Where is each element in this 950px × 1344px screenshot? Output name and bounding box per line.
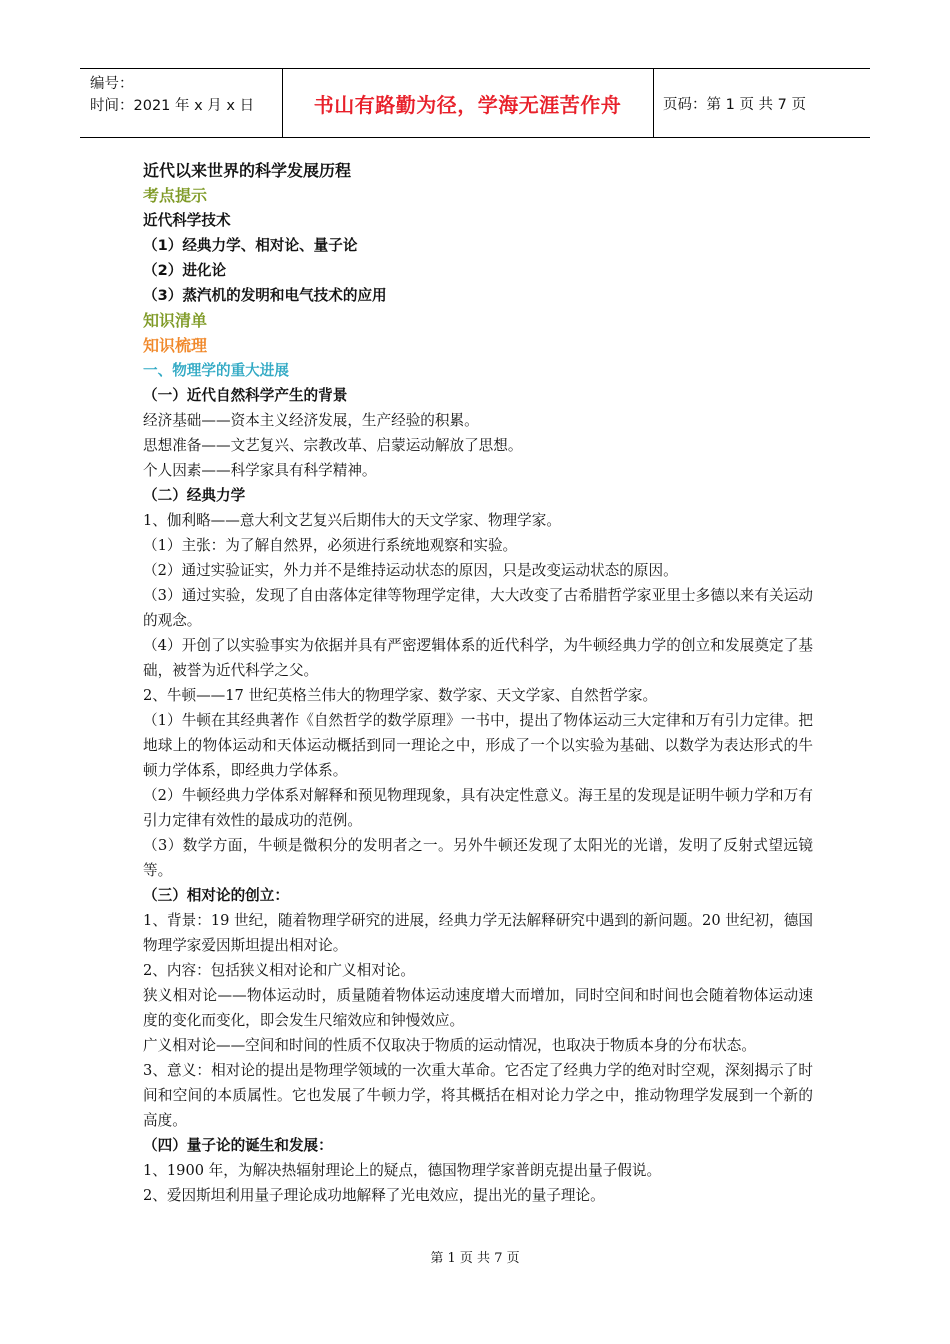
paragraph: 1、背景：19 世纪，随着物理学研究的进展，经典力学无法解释研究中遇到的新问题。20 世纪初，德国物理学家爱因斯坦提出相对论。 (143, 912, 813, 954)
page-footer: 第 1 页 共 7 页 (430, 1251, 520, 1266)
paragraph: 广义相对论——空间和时间的性质不仅取决于物质的运动情况，也取决于物质本身的分布状态。 (143, 1037, 756, 1054)
number-label: 编号： (90, 76, 134, 92)
paragraph: （3）数学方面，牛顿是微积分的发明者之一。另外牛顿还发现了太阳光的光谱，发明了反射式望远镜等。 (143, 837, 813, 879)
motto: 书山有路勤为径，学海无涯苦作舟 (313, 92, 622, 117)
exam-tips-heading: 考点提示 (143, 186, 208, 205)
paragraph: 2、牛顿——17 世纪英格兰伟大的物理学家、数学家、天文学家、自然哲学家。 (143, 687, 658, 704)
paragraph: 1、伽利略——意大利文艺复兴后期伟大的天文学家、物理学家。 (143, 512, 561, 529)
knowledge-list-heading: 知识清单 (143, 311, 208, 330)
topic-heading: 近代科学技术 (143, 212, 231, 229)
header-divider (653, 69, 654, 137)
paragraph: （3）通过实验，发现了自由落体定律等物理学定律，大大改变了古希腊哲学家亚里士多德以来有关运动的观念。 (143, 587, 813, 629)
topic-item: （1）经典力学、相对论、量子论 (143, 237, 358, 254)
page-info: 页码：第 1 页 共 7 页 (663, 96, 806, 113)
paragraph: 3、意义：相对论的提出是物理学领域的一次重大革命。它否定了经典力学的绝对时空观，深刻揭示了时间和空间的本质属性。它也发展了牛顿力学，将其概括在相对论力学之中，推动物理学发展到一个新的高度。 (143, 1062, 813, 1129)
paragraph: 狭义相对论——物体运动时，质量随着物体运动速度增大而增加，同时空间和时间也会随着物体运动速度的变化而变化，即会发生尺缩效应和钟慢效应。 (143, 987, 813, 1029)
header-meta (90, 73, 254, 117)
paragraph: 2、内容：包括狭义相对论和广义相对论。 (143, 962, 415, 979)
knowledge-review-heading: 知识梳理 (143, 336, 208, 355)
document-header (80, 68, 870, 138)
paragraph: （2）通过实验证实，外力并不是维持运动状态的原因，只是改变运动状态的原因。 (143, 562, 678, 579)
paragraph: 个人因素——科学家具有科学精神。 (143, 462, 377, 479)
topic-item: （3）蒸汽机的发明和电气技术的应用 (143, 287, 387, 304)
document-body (143, 158, 813, 1208)
document-title: 近代以来世界的科学发展历程 (143, 161, 352, 180)
paragraph: 1、1900 年，为解决热辐射理论上的疑点，德国物理学家普朗克提出量子假说。 (143, 1162, 662, 1179)
subsection-heading: （二）经典力学 (143, 487, 246, 504)
paragraph: 思想准备——文艺复兴、宗教改革、启蒙运动解放了思想。 (143, 437, 523, 454)
topic-item: （2）进化论 (143, 262, 227, 279)
paragraph: （1）主张：为了解自然界，必须进行系统地观察和实验。 (143, 537, 518, 554)
subsection-heading: （三）相对论的创立： (143, 887, 289, 904)
paragraph: （2）牛顿经典力学体系对解释和预见物理现象，具有决定性意义。海王星的发现是证明牛顿力学和万有引力定律有效性的最成功的范例。 (143, 787, 813, 829)
paragraph: （4）开创了以实验事实为依据并具有严密逻辑体系的近代科学，为牛顿经典力学的创立和发展奠定了基础，被誉为近代科学之父。 (143, 637, 813, 679)
subsection-heading: （四）量子论的诞生和发展： (143, 1137, 333, 1154)
subsection-heading: （一）近代自然科学产生的背景 (143, 387, 348, 404)
section-heading: 一、物理学的重大进展 (143, 362, 289, 379)
paragraph: 经济基础——资本主义经济发展，生产经验的积累。 (143, 412, 479, 429)
paragraph: （1）牛顿在其经典著作《自然哲学的数学原理》一书中，提出了物体运动三大定律和万有引力定律。把地球上的物体运动和天体运动概括到同一理论之中，形成了一个以实验为基础、以数学为表达形式的牛顿力学体系，即经典力学体系。 (143, 712, 813, 779)
paragraph: 2、爱因斯坦利用量子理论成功地解释了光电效应，提出光的量子理论。 (143, 1187, 605, 1204)
time-label: 时间：2021 年 x 月 x 日 (90, 98, 255, 114)
